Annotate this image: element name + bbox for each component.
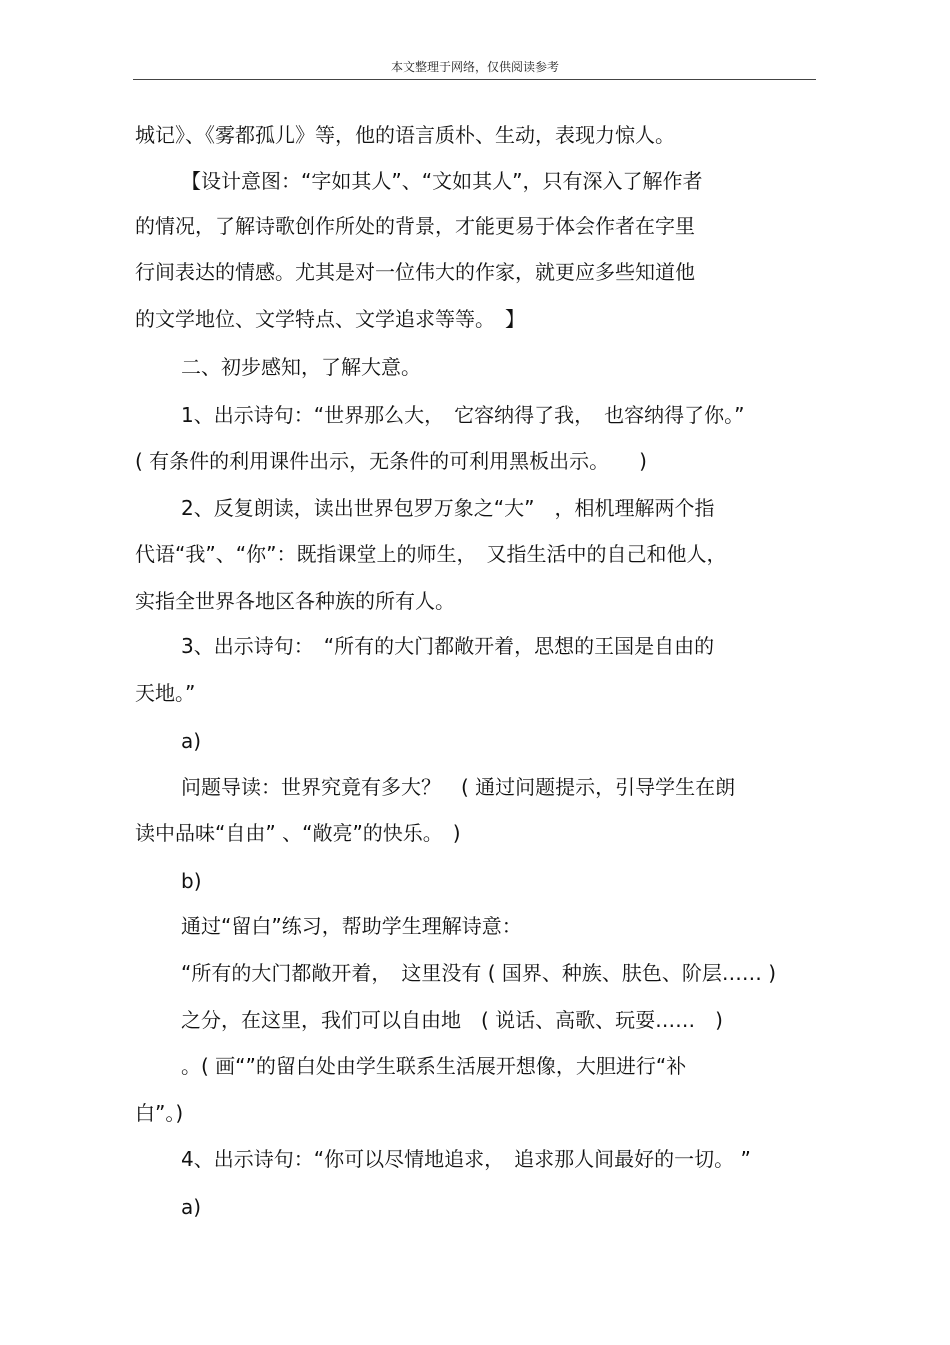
body-line: 代语“我”、“你”：既指课堂上的师生， 又指生活中的自己和他人，: [135, 542, 727, 566]
list-marker: a): [181, 729, 202, 753]
body-line: 【设计意图：“字如其人”、“文如其人”，只有深入了解作者: [181, 169, 703, 193]
body-line: 之分，在这里，我们可以自由地 ( 说话、高歌、玩耍…… ): [181, 1008, 723, 1032]
body-line: 读中品味“自由” 、“敞亮”的快乐。 ): [135, 821, 461, 845]
body-line: 2、反复朗读，读出世界包罗万象之“大” ，相机理解两个指: [181, 496, 715, 520]
list-marker: b): [181, 869, 202, 893]
body-line: 天地。”: [135, 681, 196, 705]
body-line: 的情况，了解诗歌创作所处的背景，才能更易于体会作者在字里: [135, 214, 695, 238]
body-line: 通过“留白”练习，帮助学生理解诗意：: [181, 914, 522, 938]
body-line: 。( 画“”的留白处由学生联系生活展开想像，大胆进行“补: [181, 1054, 687, 1078]
body-line: 4、出示诗句：“你可以尽情地追求， 追求那人间最好的一切。 ”: [181, 1147, 751, 1171]
body-line: “所有的大门都敞开着， 这里没有 ( 国界、种族、肤色、阶层…… ): [181, 961, 777, 985]
list-marker: a): [181, 1195, 202, 1219]
body-line: 问题导读：世界究竟有多大？ ( 通过问题提示，引导学生在朗: [181, 775, 736, 799]
body-line: 3、出示诗句： “所有的大门都敞开着，思想的王国是自由的: [181, 634, 715, 658]
body-line: 的文学地位、文学特点、文学追求等等。 】: [135, 307, 525, 331]
page-header: 本文整理于网络，仅供阅读参考: [390, 60, 559, 74]
body-line: 白”。): [135, 1101, 184, 1125]
body-line: ( 有条件的利用课件出示，无条件的可利用黑板出示。 ): [135, 449, 647, 473]
section-heading: 二、初步感知，了解大意。: [181, 355, 421, 379]
body-line: 实指全世界各地区各种族的所有人。: [135, 589, 455, 613]
body-line: 1、出示诗句：“世界那么大， 它容纳得了我， 也容纳得了你。”: [181, 403, 745, 427]
header-rule: [133, 79, 816, 80]
body-line: 行间表达的情感。尤其是对一位伟大的作家，就更应多些知道他: [135, 260, 695, 284]
body-line: 城记》、《雾都孤儿》等，他的语言质朴、生动，表现力惊人。: [135, 123, 675, 147]
